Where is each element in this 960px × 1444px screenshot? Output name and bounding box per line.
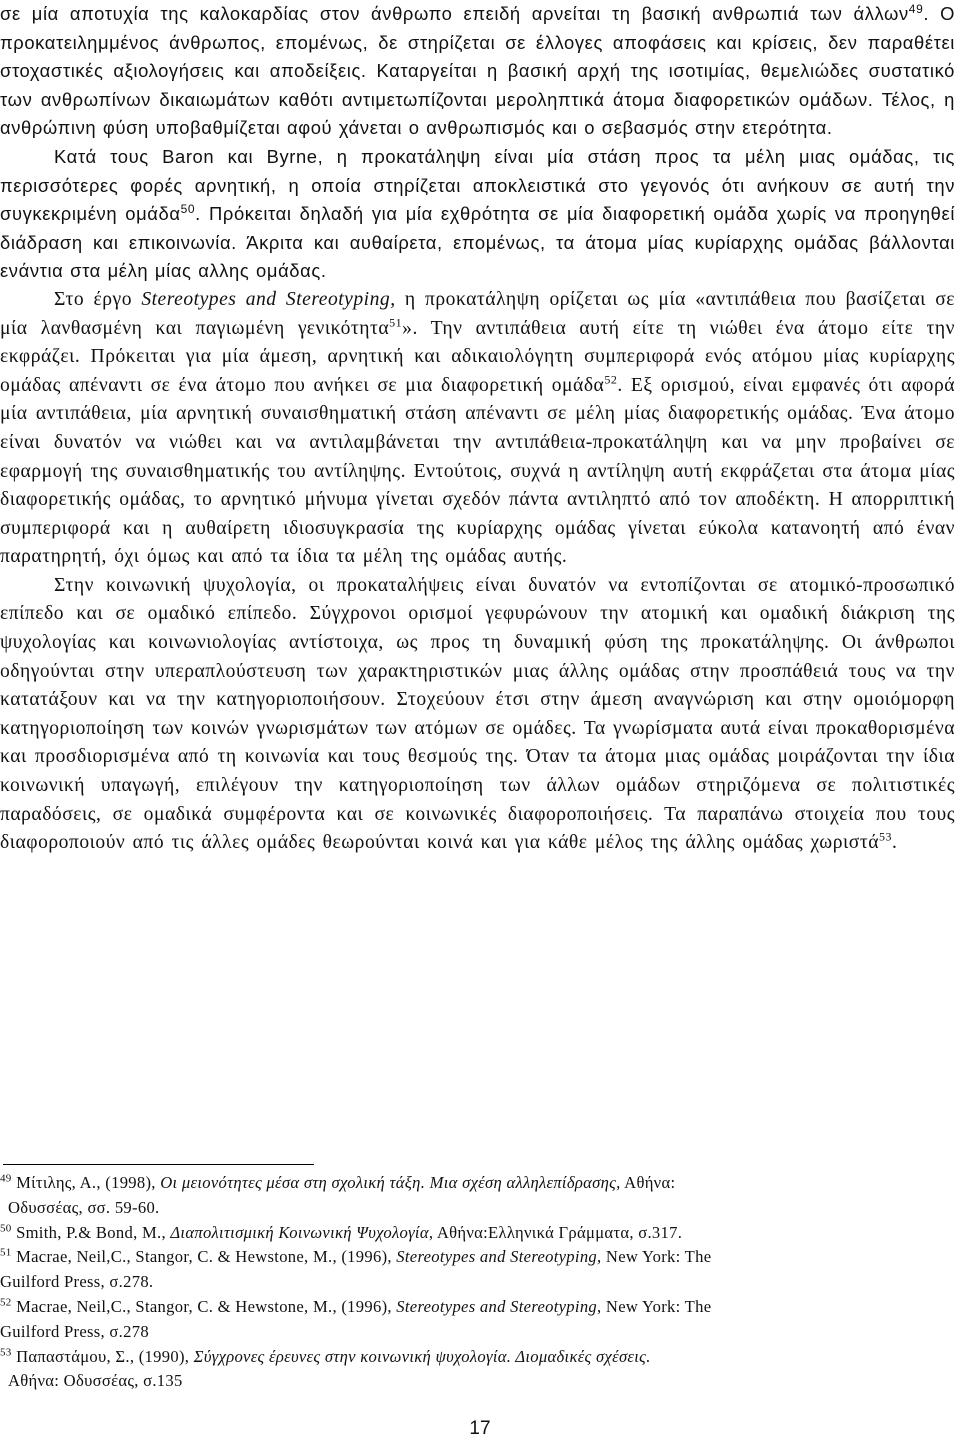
- footnote-ref-49[interactable]: 49: [908, 1, 924, 16]
- footnote-separator: [3, 1164, 314, 1165]
- footnote-number: 50: [0, 1222, 12, 1235]
- footnote-number: 52: [0, 1296, 12, 1309]
- footnote-50: [0, 1221, 955, 1246]
- footnote-title: Σύγχρονες έρευνες στην κοινωνική ψυχολογία. Διομαδικές σχέσεις.: [193, 1346, 651, 1366]
- footnote-49: [0, 1171, 955, 1221]
- page-number: 17: [469, 1418, 491, 1439]
- footnotes: [0, 1171, 955, 1394]
- footnote-continuation: Οδυσσέας, σσ. 59-60.: [8, 1197, 160, 1217]
- paragraph-2: [0, 143, 955, 286]
- paragraph-4-text-b: .: [891, 832, 898, 854]
- footnote-53: [0, 1345, 955, 1395]
- paragraph-3: [0, 286, 955, 572]
- footnote-publisher: , New York: The: [597, 1247, 712, 1267]
- footnote-title: Stereotypes and Stereotyping: [396, 1296, 598, 1316]
- footnote-continuation: Guilford Press, σ.278.: [0, 1272, 154, 1292]
- footnote-ref-52[interactable]: 52: [604, 372, 618, 387]
- footnote-author: Smith, P.& Bond, M.,: [16, 1222, 171, 1242]
- footnote-author: Μίτιλης, Α., (1998),: [16, 1173, 161, 1192]
- footnote-title: Stereotypes and Stereotyping: [396, 1247, 598, 1267]
- footnote-number: 53: [0, 1346, 12, 1359]
- paragraph-4: [0, 572, 955, 858]
- footnote-continuation: Αθήνα: Οδυσσέας, σ.135: [8, 1371, 183, 1391]
- footnote-author: Macrae, Neil,C., Stangor, C. & Hewstone, M., (1996),: [16, 1296, 397, 1316]
- footnote-continuation: Guilford Press, σ.278: [0, 1321, 149, 1341]
- footnote-author: Παπαστάμου, Σ., (1990),: [16, 1346, 194, 1366]
- paragraph-3-text-a: Στο έργο: [54, 288, 142, 310]
- footnote-title: Οι μειονότητες μέσα στη σχολική τάξη. Μια σχέση αλληλεπίδρασης,: [160, 1173, 621, 1192]
- footnote-ref-53[interactable]: 53: [878, 829, 892, 844]
- paragraph-3-text-c: ». Την αντιπάθεια αυτή είτε τη νιώθει ένα άτομο είτε την εκφράζει. Πρόκειται για μία άμεση, αρνητική και αδικαιολόγητη συμπεριφορά ενός ατόμου μίας κυρίαρχης ομάδας απέναντι σε ένα άτομο που ανήκει σε μια διαφορετική ομάδα: [0, 317, 955, 396]
- paragraph-3-text-d: . Εξ ορισμού, είναι εμφανές ότι αφορά μία αντιπάθεια, μία αρνητική συναισθηματική στάση απέναντι σε μέλη μίας διαφορετικής ομάδας. Ένα άτομο είναι δυνατόν να νιώθει και να αντιλαμβάνεται την αντιπάθεια-προκατάληψη και να μην προβαίνει σε εφαρμογή της συναισθηματικής του αντίληψης. Εντούτοις, συχνά η αντίληψη αυτή εκφράζεται στα άτομα μίας διαφορετικής ομάδας, το αρνητικό μήνυμα γίνεται σχεδόν πάντα αντιληπτό από τον αποδέκτη. Η απορριπτική συμπεριφορά και η αυθαίρετη ιδιοσυγκρασία της κυρίαρχης ομάδας γίνεται εύκολα κατανοητή από έναν παρατηρητή, όχι όμως και από τα ίδια τα μέλη της ομάδας αυτής.: [0, 374, 955, 568]
- footnote-author: Macrae, Neil,C., Stangor, C. & Hewstone, M., (1996),: [16, 1247, 397, 1267]
- footnote-number: 49: [0, 1172, 12, 1185]
- paragraph-4-text-a: Στην κοινωνική ψυχολογία, οι προκαταλήψεις είναι δυνατόν να εντοπίζονται σε ατομικό-προσωπικό επίπεδο και σε ομαδικό επίπεδο. Σύγχρονοι ορισμοί γεφυρώνουν την ατομική και ομαδική διάκριση της ψυχολογίας και κοινωνιολογίας αντίστοιχα, ως προς τη δυναμική φύση της προκατάληψης. Οι άνθρωποι οδηγούνται στην υπεραπλούστευση των χαρακτηριστικών μιας άλλης ομάδας στην προσπάθειά τους να την κατατάξουν και να την κατηγοριοποιήσουν. Στοχεύουν έτσι στην άμεση αναγνώριση και στην ομοιόμορφη κατηγοριοποίηση των κοινών γνωρισμάτων των ατόμων σε ομάδες. Τα γνωρίσματα αυτά είναι προκαθορισμένα και προσδιορισμένα από τη κοινωνία και τους θεσμούς της. Όταν τα άτομα μιας ομάδας μοιράζονται την ίδια κοινωνική υπαγωγή, επιλέγουν την κατηγοριοποίηση των άλλων ομάδων στηριζόμενα σε πολιτιστικές παραδόσεις, σε ομαδικά συμφέροντα και σε κοινωνικές διαφοροποιήσεις. Τα παραπάνω στοιχεία που τους διαφοροποιούν από τις άλλες ομάδες θεωρούνται κοινά και για κάθε μέλος της άλλης ομάδας χωριστά: [0, 574, 955, 854]
- footnote-publisher: , New York: The: [597, 1296, 712, 1316]
- paragraph-3-text-b: η προκατάληψη ορίζεται ως μία «αντιπάθεια που βασίζεται σε μία λανθασμένη και παγιωμένη γενικότητα: [0, 288, 956, 339]
- paragraph-1-text-b: . Ο προκατειλημμένος άνθρωπος, επομένως, δε στηρίζεται σε έλλογες αποφάσεις και κρίσεις, δεν παραθέτει στοχαστικές αξιολογήσεις και αποδείξεις. Καταργείται η βασική αρχή της ισοτιμίας, θεμελιώδες συστατικό των ανθρωπίνων δικαιωμάτων καθότι αντιμετωπίζονται μεροληπτικά άτομα διαφορετικών ομάδων. Τέλος, η ανθρώπινη φύση υποβαθμίζεται αφού χάνεται ο ανθρωπισμός και ο σεβασμός στην ετερότητα.: [0, 3, 955, 139]
- footnote-ref-51[interactable]: 51: [389, 315, 403, 329]
- footnote-52: [0, 1295, 955, 1345]
- paragraph-2-text-b: . Πρόκειται δηλαδή για μία εχθρότητα σε μία διαφορετική ομάδα χωρίς να προηγηθεί διάδραση και επικοινωνία. Άκριτα και αυθαίρετα, επομένως, τα άτομα μίας κυρίαρχης ομάδας βάλλονται ενάντια στα μέλη μίας αλλης ομάδας.: [0, 203, 955, 282]
- paragraph-2-text-a: Κατά τους Baron και Byrne, η προκατάληψη είναι μία στάση προς τα μέλη μιας ομάδας, τις περισσότερες φορές αρνητική, η οποία στηρίζεται αποκλειστικά στο γεγονός ότι ανήκουν σε αυτή την συγκεκριμένη ομάδα: [0, 145, 955, 225]
- book-title: Stereotypes and Stereotyping,: [141, 288, 396, 310]
- paragraph-1-text-a: σε μία αποτυχία της καλοκαρδίας στον άνθρωπο επειδή αρνείται τη βασική ανθρωπιά των άλλων: [0, 3, 909, 24]
- footnote-title: Διαπολιτισμική Κοινωνική Ψυχολογία: [170, 1222, 429, 1242]
- footnote-publisher: , Αθήνα:Ελληνικά Γράμματα, σ.317.: [428, 1222, 683, 1242]
- footnote-publisher: Αθήνα:: [620, 1173, 676, 1192]
- paragraph-1: [0, 0, 955, 143]
- footnote-ref-50[interactable]: 50: [180, 202, 196, 217]
- footnote-51: [0, 1245, 955, 1295]
- footnote-number: 51: [0, 1246, 12, 1259]
